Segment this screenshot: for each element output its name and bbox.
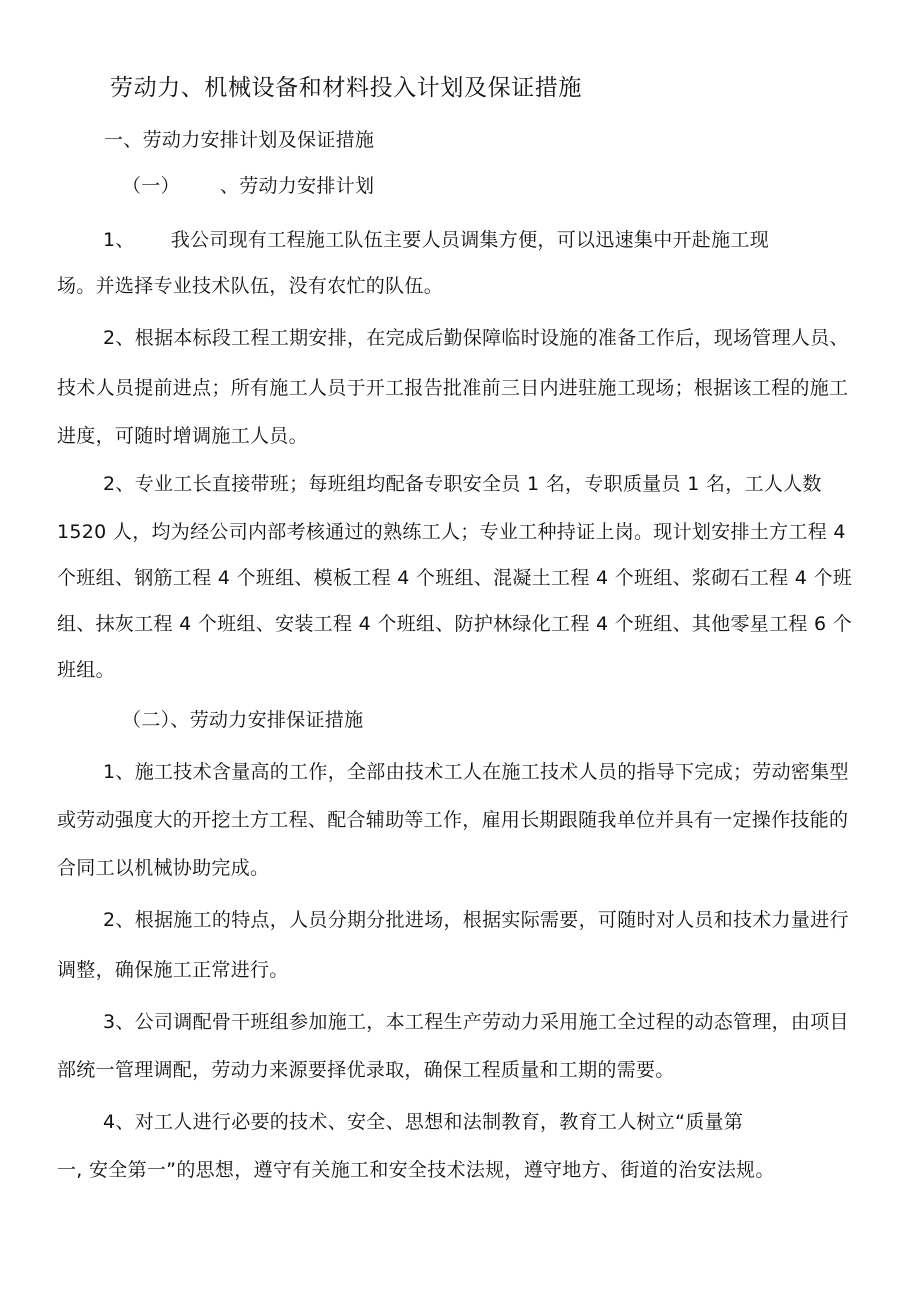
paragraph-line: 2、根据本标段工程工期安排，在完成后勤保障临时设施的准备工作后，现场管理人员、 <box>103 327 849 349</box>
paragraph-line: 进度，可随时增调施工人员。 <box>57 425 308 447</box>
paragraph-line: 3、公司调配骨干班组参加施工，本工程生产劳动力采用施工全过程的动态管理，由项目 <box>103 1011 849 1033</box>
document-title: 劳动力、机械设备和材料投入计划及保证措施 <box>110 75 582 101</box>
paragraph-line: 或劳动强度大的开挖土方工程、配合辅助等工作，雇用长期跟随我单位并具有一定操作技能的 <box>57 809 849 831</box>
paragraph-line: 2、根据施工的特点，人员分期分批进场，根据实际需要，可随时对人员和技术力量进行 <box>103 909 849 931</box>
paragraph-line: 调整，确保施工正常进行。 <box>57 959 289 981</box>
paragraph-line: 个班组、钢筋工程 4 个班组、模板工程 4 个班组、混凝土工程 4 个班组、浆砌石工程 4 个班 <box>57 567 853 589</box>
paragraph-line: 班组。 <box>57 659 115 681</box>
paragraph-line: 1、施工技术含量高的工作，全部由技术工人在施工技术人员的指导下完成；劳动密集型 <box>103 761 849 783</box>
section-heading: 一、劳动力安排计划及保证措施 <box>104 129 375 151</box>
paragraph-line: 一, 安全第一”的思想，遵守有关施工和安全技术法规，遵守地方、街道的治安法规。 <box>57 1159 775 1181</box>
paragraph-line: 1520 人，均为经公司内部考核通过的熟练工人；专业工种持证上岗。现计划安排土方工程 4 <box>57 521 846 543</box>
paragraph-line: 场。并选择专业技术队伍，没有农忙的队伍。 <box>57 275 444 297</box>
paragraph-line: 组、抹灰工程 4 个班组、安装工程 4 个班组、防护林绿化工程 4 个班组、其他零星工程 6 个 <box>57 613 853 635</box>
paragraph-line: 2、专业工长直接带班；每班组均配备专职安全员 1 名，专职质量员 1 名，工人人数 <box>103 473 822 495</box>
subsection-number: （一） <box>122 175 180 197</box>
paragraph-line: 技术人员提前进点；所有施工人员于开工报告批准前三日内进驻施工现场；根据该工程的施工 <box>57 377 849 399</box>
item-text: 我公司现有工程施工队伍主要人员调集方便，可以迅速集中开赴施工现 <box>170 229 770 251</box>
paragraph-line: 合同工以机械协助完成。 <box>57 857 270 879</box>
subsection-heading-1 <box>122 174 374 198</box>
subsection-label: 、劳动力安排计划 <box>219 175 375 197</box>
paragraph-line: 4、对工人进行必要的技术、安全、思想和法制教育，教育工人树立“质量第 <box>103 1111 744 1133</box>
paragraph-line <box>103 228 769 252</box>
paragraph-line: 部统一管理调配，劳动力来源要择优录取，确保工程质量和工期的需要。 <box>57 1059 675 1081</box>
item-number: 1、 <box>103 229 135 251</box>
subsection-heading-2: （二）、劳动力安排保证措施 <box>122 709 364 731</box>
